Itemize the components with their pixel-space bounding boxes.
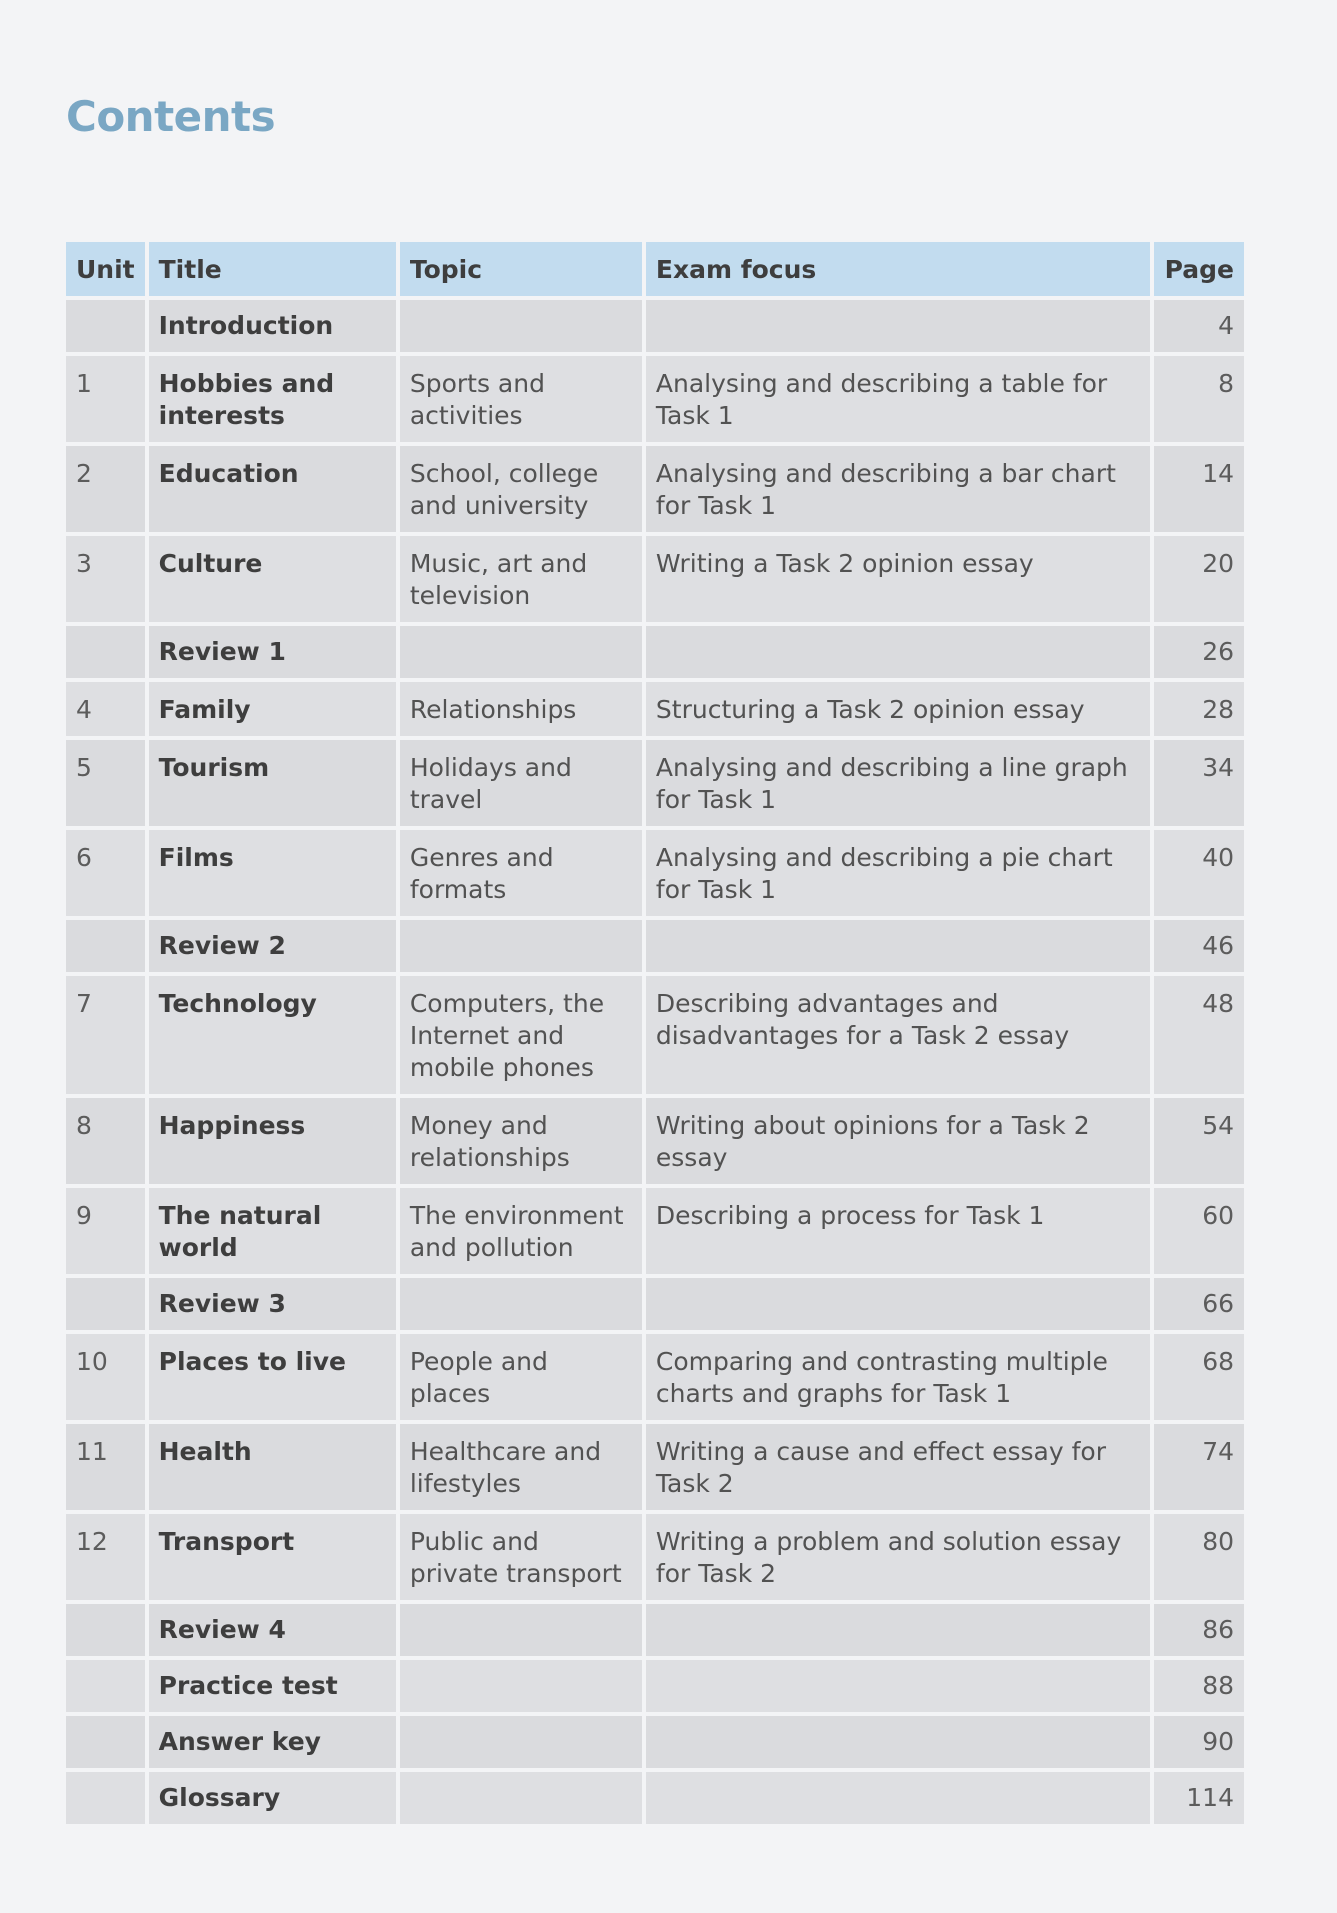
exam-focus-cell: Analysing and describing a bar chart for Task 1 xyxy=(646,446,1150,532)
exam-focus-cell: Analysing and describing a line graph for Task 1 xyxy=(646,740,1150,826)
title-cell: Review 4 xyxy=(149,1604,396,1656)
unit-cell xyxy=(66,626,145,678)
unit-cell: 8 xyxy=(66,1098,145,1184)
unit-cell xyxy=(66,1716,145,1768)
topic-cell: Holidays and travel xyxy=(400,740,642,826)
header-unit: Unit xyxy=(66,242,145,296)
exam-focus-cell xyxy=(646,300,1150,352)
page-cell: 80 xyxy=(1154,1514,1244,1600)
title-cell: The natural world xyxy=(149,1188,396,1274)
title-cell: Review 3 xyxy=(149,1278,396,1330)
exam-focus-cell: Writing about opinions for a Task 2 essay xyxy=(646,1098,1150,1184)
page-cell: 14 xyxy=(1154,446,1244,532)
exam-focus-cell xyxy=(646,1772,1150,1824)
exam-focus-cell: Structuring a Task 2 opinion essay xyxy=(646,682,1150,736)
table-row xyxy=(66,1278,1244,1330)
topic-cell: Computers, the Internet and mobile phones xyxy=(400,976,642,1094)
topic-cell: People and places xyxy=(400,1334,642,1420)
table-row xyxy=(66,626,1244,678)
header-title: Title xyxy=(149,242,396,296)
exam-focus-cell: Describing advantages and disadvantages for a Task 2 essay xyxy=(646,976,1150,1094)
header-page: Page xyxy=(1154,242,1244,296)
table-row xyxy=(66,1772,1244,1824)
table-row xyxy=(66,1514,1244,1600)
title-cell: Introduction xyxy=(149,300,396,352)
table-row xyxy=(66,1424,1244,1510)
topic-cell xyxy=(400,1660,642,1712)
exam-focus-cell xyxy=(646,920,1150,972)
topic-cell xyxy=(400,920,642,972)
title-cell: Technology xyxy=(149,976,396,1094)
table-row xyxy=(66,682,1244,736)
page-cell: 26 xyxy=(1154,626,1244,678)
page-cell: 28 xyxy=(1154,682,1244,736)
table-body xyxy=(66,300,1244,1824)
title-cell: Happiness xyxy=(149,1098,396,1184)
topic-cell: Relationships xyxy=(400,682,642,736)
page-cell: 8 xyxy=(1154,356,1244,442)
topic-cell xyxy=(400,1772,642,1824)
table-row xyxy=(66,1716,1244,1768)
table-row xyxy=(66,446,1244,532)
unit-cell xyxy=(66,1660,145,1712)
title-cell: Answer key xyxy=(149,1716,396,1768)
page-cell: 90 xyxy=(1154,1716,1244,1768)
exam-focus-cell: Analysing and describing a pie chart for Task 1 xyxy=(646,830,1150,916)
title-cell: Hobbies and interests xyxy=(149,356,396,442)
page-cell: 60 xyxy=(1154,1188,1244,1274)
topic-cell xyxy=(400,626,642,678)
table-row xyxy=(66,1188,1244,1274)
table-header-row xyxy=(66,242,1244,296)
exam-focus-cell xyxy=(646,1604,1150,1656)
unit-cell xyxy=(66,1772,145,1824)
table-row xyxy=(66,976,1244,1094)
title-cell: Places to live xyxy=(149,1334,396,1420)
title-cell: Review 2 xyxy=(149,920,396,972)
topic-cell: Public and private transport xyxy=(400,1514,642,1600)
topic-cell xyxy=(400,1604,642,1656)
unit-cell xyxy=(66,920,145,972)
unit-cell: 1 xyxy=(66,356,145,442)
topic-cell xyxy=(400,1716,642,1768)
unit-cell: 11 xyxy=(66,1424,145,1510)
exam-focus-cell xyxy=(646,1660,1150,1712)
table-row xyxy=(66,1098,1244,1184)
exam-focus-cell: Describing a process for Task 1 xyxy=(646,1188,1150,1274)
contents-table xyxy=(62,238,1248,1828)
table-row xyxy=(66,1604,1244,1656)
table-row xyxy=(66,1334,1244,1420)
title-cell: Culture xyxy=(149,536,396,622)
title-cell: Transport xyxy=(149,1514,396,1600)
table-row xyxy=(66,300,1244,352)
table-row xyxy=(66,356,1244,442)
title-cell: Health xyxy=(149,1424,396,1510)
page-cell: 74 xyxy=(1154,1424,1244,1510)
page-cell: 114 xyxy=(1154,1772,1244,1824)
unit-cell: 5 xyxy=(66,740,145,826)
page-cell: 48 xyxy=(1154,976,1244,1094)
header-topic: Topic xyxy=(400,242,642,296)
unit-cell: 12 xyxy=(66,1514,145,1600)
page-cell: 86 xyxy=(1154,1604,1244,1656)
exam-focus-cell: Writing a problem and solution essay for Task 2 xyxy=(646,1514,1150,1600)
page-cell: 68 xyxy=(1154,1334,1244,1420)
title-cell: Glossary xyxy=(149,1772,396,1824)
unit-cell xyxy=(66,1604,145,1656)
unit-cell: 6 xyxy=(66,830,145,916)
topic-cell xyxy=(400,300,642,352)
exam-focus-cell: Writing a cause and effect essay for Task 2 xyxy=(646,1424,1150,1510)
table-row xyxy=(66,830,1244,916)
page-cell: 46 xyxy=(1154,920,1244,972)
exam-focus-cell xyxy=(646,1278,1150,1330)
exam-focus-cell xyxy=(646,626,1150,678)
page-cell: 88 xyxy=(1154,1660,1244,1712)
title-cell: Family xyxy=(149,682,396,736)
unit-cell xyxy=(66,1278,145,1330)
exam-focus-cell: Analysing and describing a table for Task 1 xyxy=(646,356,1150,442)
topic-cell: Genres and formats xyxy=(400,830,642,916)
table-row xyxy=(66,920,1244,972)
title-cell: Education xyxy=(149,446,396,532)
table-row xyxy=(66,536,1244,622)
header-exam-focus: Exam focus xyxy=(646,242,1150,296)
page-cell: 20 xyxy=(1154,536,1244,622)
unit-cell: 7 xyxy=(66,976,145,1094)
topic-cell: The environment and pollution xyxy=(400,1188,642,1274)
title-cell: Films xyxy=(149,830,396,916)
topic-cell: Sports and activities xyxy=(400,356,642,442)
unit-cell: 2 xyxy=(66,446,145,532)
page-cell: 54 xyxy=(1154,1098,1244,1184)
page-cell: 4 xyxy=(1154,300,1244,352)
unit-cell: 3 xyxy=(66,536,145,622)
topic-cell: School, college and university xyxy=(400,446,642,532)
page-cell: 66 xyxy=(1154,1278,1244,1330)
topic-cell: Money and relationships xyxy=(400,1098,642,1184)
table-row xyxy=(66,1660,1244,1712)
unit-cell: 9 xyxy=(66,1188,145,1274)
exam-focus-cell xyxy=(646,1716,1150,1768)
topic-cell: Healthcare and lifestyles xyxy=(400,1424,642,1510)
title-cell: Tourism xyxy=(149,740,396,826)
exam-focus-cell: Comparing and contrasting multiple charts and graphs for Task 1 xyxy=(646,1334,1150,1420)
page-title: Contents xyxy=(66,92,276,141)
unit-cell: 4 xyxy=(66,682,145,736)
topic-cell xyxy=(400,1278,642,1330)
unit-cell xyxy=(66,300,145,352)
exam-focus-cell: Writing a Task 2 opinion essay xyxy=(646,536,1150,622)
page-cell: 34 xyxy=(1154,740,1244,826)
title-cell: Review 1 xyxy=(149,626,396,678)
table-row xyxy=(66,740,1244,826)
page-cell: 40 xyxy=(1154,830,1244,916)
topic-cell: Music, art and television xyxy=(400,536,642,622)
unit-cell: 10 xyxy=(66,1334,145,1420)
title-cell: Practice test xyxy=(149,1660,396,1712)
